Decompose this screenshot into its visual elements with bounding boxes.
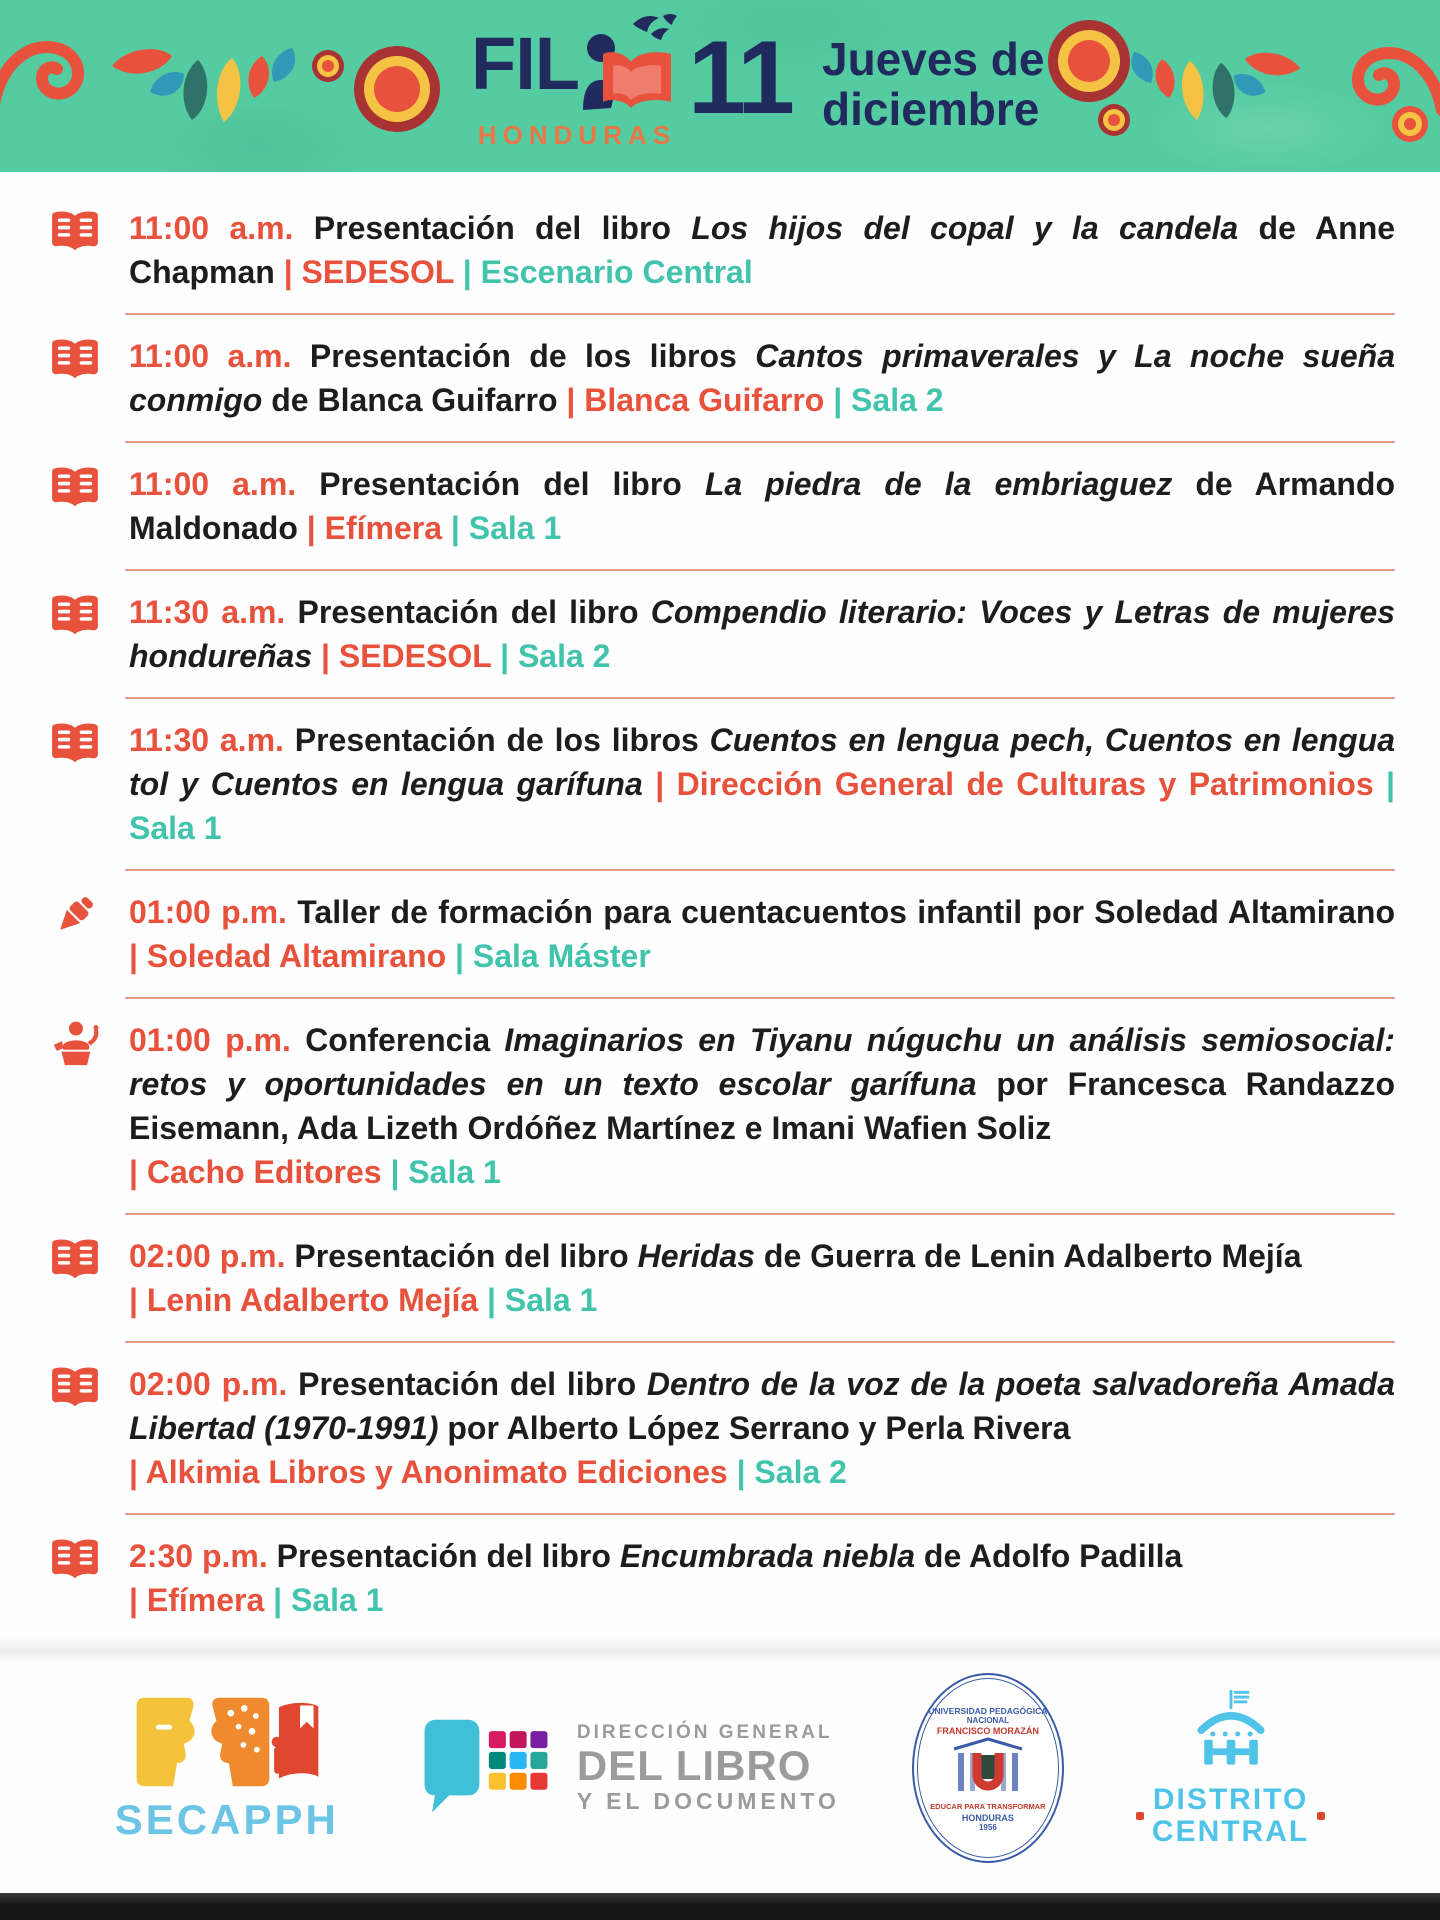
university-seal-icon — [912, 1673, 1064, 1863]
secapph-icon — [127, 1692, 327, 1792]
event-segment-room: Sala 1 — [290, 1582, 384, 1618]
event-segment-text: de Guerra de Lenin Adalberto Mejía — [755, 1238, 1302, 1274]
event-segment-sp-teal: | — [491, 638, 518, 674]
event-description — [129, 334, 1395, 422]
day-line1: Jueves de — [822, 33, 1045, 85]
upnfm-country: HONDURAS — [961, 1813, 1014, 1823]
event-time: 11:30 a.m. — [129, 594, 298, 630]
upnfm-seal — [912, 1673, 1064, 1863]
event-segment-room: Sala 1 — [504, 1282, 598, 1318]
footer-logos — [0, 1668, 1440, 1868]
event-row — [0, 590, 1440, 678]
event-segment-room: Sala Máster — [472, 938, 651, 974]
day-line2: diciembre — [822, 83, 1040, 135]
event-row — [0, 1362, 1440, 1494]
upnfm-line2: NACIONAL — [966, 1716, 1009, 1725]
event-segment-text: Presentación del libro — [319, 466, 705, 502]
fil-honduras-text: HONDURAS — [477, 120, 677, 150]
target-circle-big-left-icon — [354, 46, 440, 132]
dome-building-icon — [1183, 1688, 1279, 1780]
event-segment-org: Dirección General de Culturas y Patrimonios — [676, 766, 1374, 802]
red-dot-right-icon — [1317, 1812, 1325, 1820]
event-segment-text: por Alberto López Serrano y Perla Rivera — [438, 1410, 1071, 1446]
section-divider — [0, 1636, 1440, 1664]
day-name — [822, 34, 1044, 134]
event-segment-text: de Armando Maldonado — [129, 466, 1395, 546]
event-segment-text: Presentación de los libros — [294, 722, 710, 758]
paisley-right-icon — [1126, 42, 1306, 126]
event-segment-text: Presentación de los libros — [309, 338, 756, 374]
event-segment-text: Presentación del libro — [276, 1538, 620, 1574]
dgld-line1: DIRECCIÓN GENERAL — [576, 1721, 833, 1743]
event-description — [129, 1534, 1395, 1622]
event-row — [0, 890, 1440, 978]
event-segment-title: Dentro de la voz de la poeta salvadoreña Amada Libertad (1970-1991) — [129, 1366, 1396, 1446]
event-segment-sp-red: | — [129, 938, 147, 974]
event-segment-sp-teal: | — [453, 254, 481, 290]
bottom-bar — [0, 1893, 1440, 1920]
book-bubble-icon — [411, 1716, 561, 1820]
event-segment-org: Alkimia Libros y Anonimato Ediciones — [145, 1454, 728, 1490]
event-segment-org: Soledad Altamirano — [146, 938, 447, 974]
event-time: 02:00 p.m. — [129, 1366, 299, 1402]
event-divider — [125, 313, 1395, 315]
event-description — [129, 462, 1395, 550]
target-circle-small-left-icon — [312, 50, 344, 82]
event-segment-title: Cuentos en lengua pech, Cuentos en lengua tol y Cuentos en lengua garífuna — [129, 722, 1396, 802]
event-divider — [125, 1513, 1395, 1515]
event-segment-text: de Blanca Guifarro — [262, 382, 558, 418]
dgld-line3: Y EL DOCUMENTO — [576, 1787, 840, 1814]
event-divider — [125, 441, 1395, 443]
event-time: 11:00 a.m. — [129, 466, 320, 502]
event-divider — [125, 697, 1395, 699]
book-icon — [47, 1362, 103, 1494]
event-row — [0, 334, 1440, 422]
event-description — [129, 206, 1395, 294]
event-divider — [125, 869, 1395, 871]
event-segment-sp-teal: | — [824, 382, 852, 418]
paisley-left-icon — [106, 40, 301, 126]
event-time: 11:30 a.m. — [129, 722, 295, 758]
event-segment-room: Sala 2 — [851, 382, 944, 418]
secapph-name: SECAPPH — [114, 1796, 339, 1843]
header-banner — [0, 0, 1440, 172]
temple-u-icon — [946, 1737, 1030, 1801]
swirl-right-icon — [1350, 40, 1440, 118]
event-segment-text: Conferencia — [305, 1022, 505, 1058]
fil-logo-text: FIL — [471, 22, 579, 105]
event-time: 2:30 p.m. — [129, 1538, 277, 1574]
event-segment-sp-red: | — [129, 1582, 147, 1618]
fil-honduras-logo — [452, 14, 702, 151]
event-segment-org: SEDESOL — [338, 638, 492, 674]
event-divider — [125, 569, 1395, 571]
upnfm-line1: UNIVERSIDAD PEDAGÓGICA — [928, 1706, 1048, 1716]
event-description — [129, 1362, 1395, 1494]
secapph-logo — [115, 1692, 339, 1844]
event-description — [129, 718, 1395, 850]
pen-icon — [47, 890, 103, 978]
book-icon — [47, 590, 103, 678]
event-divider — [125, 1341, 1395, 1343]
event-segment-title: Los hijos del copal y la candela — [691, 210, 1239, 246]
event-segment-org: Blanca Guifarro — [584, 382, 825, 418]
event-segment-title: Encumbrada niebla — [619, 1538, 915, 1574]
distrito-line2: CENTRAL — [1151, 1815, 1310, 1848]
event-segment-title: Heridas — [637, 1238, 755, 1274]
events-list — [0, 172, 1440, 1622]
event-segment-org: Efímera — [146, 1582, 265, 1618]
event-divider — [125, 997, 1395, 999]
event-segment-sp-red: | — [129, 1282, 147, 1318]
event-segment-room: Sala 1 — [408, 1154, 501, 1190]
event-segment-text: Presentación del libro — [313, 210, 692, 246]
event-segment-room: Sala 2 — [517, 638, 611, 674]
event-row — [0, 718, 1440, 850]
event-segment-sp-teal: | — [1373, 766, 1396, 802]
event-segment-text: Presentación del libro — [294, 1238, 638, 1274]
event-segment-text: Presentación del libro — [297, 594, 651, 630]
event-segment-sp-teal: | — [727, 1454, 755, 1490]
event-segment-sp-red: | — [129, 1454, 146, 1490]
event-segment-sp-red: | — [129, 1154, 147, 1190]
upnfm-line3: FRANCISCO MORAZÁN — [936, 1726, 1039, 1736]
event-segment-sp-red: | — [312, 638, 339, 674]
upnfm-motto: EDUCAR PARA TRANSFORMAR — [930, 1802, 1046, 1811]
event-segment-sp-teal: | — [442, 510, 469, 546]
book-icon — [47, 1234, 103, 1322]
event-segment-sp-teal: | — [264, 1582, 291, 1618]
event-segment-room: Sala 1 — [468, 510, 562, 546]
event-description — [129, 890, 1395, 978]
event-description — [129, 590, 1395, 678]
event-segment-text: por Francesca Randazzo Eisemann, Ada Lizeth Ordóñez Martínez e Imani Wafien Soliz — [129, 1066, 1396, 1146]
event-segment-sp-teal: | — [381, 1154, 409, 1190]
target-circle-big-right-icon — [1048, 20, 1130, 102]
event-segment-text: Taller de formación para cuentacuentos infantil por Soledad Altamirano — [297, 894, 1396, 930]
target-circle-edge-icon — [1392, 106, 1428, 142]
event-time: 02:00 p.m. — [129, 1238, 295, 1274]
distrito-line1: DISTRITO — [1152, 1783, 1309, 1816]
event-segment-sp-red: | — [642, 766, 677, 802]
fil-book-person-icon — [579, 14, 683, 122]
event-segment-org: SEDESOL — [301, 254, 454, 290]
book-icon — [47, 462, 103, 550]
event-row — [0, 462, 1440, 550]
book-icon — [47, 334, 103, 422]
event-segment-text: de Anne Chapman — [129, 210, 1396, 290]
book-icon — [47, 718, 103, 850]
event-segment-sp-red: | — [557, 382, 585, 418]
event-segment-org: Cacho Editores — [146, 1154, 382, 1190]
event-segment-text: Presentación del libro — [298, 1366, 647, 1402]
speaker-icon — [47, 1018, 103, 1194]
event-segment-sp-teal: | — [478, 1282, 505, 1318]
event-segment-sp-red: | — [297, 510, 325, 546]
dgld-line2: DEL LIBRO — [576, 1741, 812, 1789]
event-row — [0, 1018, 1440, 1194]
event-segment-text: de Adolfo Padilla — [915, 1538, 1183, 1574]
libro-documento-logo — [411, 1716, 840, 1820]
swirl-left-icon — [0, 34, 86, 112]
event-description — [129, 1234, 1395, 1322]
book-icon — [47, 1534, 103, 1622]
upnfm-year: 1956 — [978, 1823, 997, 1832]
event-time: 11:00 a.m. — [129, 210, 314, 246]
event-description — [129, 1018, 1395, 1194]
event-divider — [125, 1213, 1395, 1215]
event-segment-room: Escenario Central — [480, 254, 753, 290]
event-segment-title: Cantos primaverales y La noche sueña conmigo — [129, 338, 1396, 418]
event-row — [0, 206, 1440, 294]
event-time: 11:00 a.m. — [129, 338, 310, 374]
event-row — [0, 1534, 1440, 1622]
event-segment-org: Efímera — [324, 510, 442, 546]
event-segment-org: Lenin Adalberto Mejía — [146, 1282, 479, 1318]
event-row — [0, 1234, 1440, 1322]
event-time: 01:00 p.m. — [129, 894, 298, 930]
event-segment-sp-teal: | — [446, 938, 473, 974]
day-number: 11 — [688, 20, 792, 136]
event-segment-sp-red: | — [274, 254, 302, 290]
red-dot-left-icon — [1136, 1812, 1144, 1820]
event-segment-room: Sala 1 — [129, 810, 222, 846]
book-icon — [47, 206, 103, 294]
distrito-central-logo — [1136, 1688, 1325, 1848]
event-segment-room: Sala 2 — [754, 1454, 847, 1490]
event-segment-title: Imaginarios en Tiyanu núguchu un análisis semiosocial: retos y oportunidades en un texto escolar garífuna — [129, 1022, 1396, 1102]
event-segment-title: La piedra de la embriaguez — [704, 466, 1173, 502]
event-time: 01:00 p.m. — [129, 1022, 306, 1058]
event-segment-title: Compendio literario: Voces y Letras de mujeres hondureñas — [129, 594, 1396, 674]
